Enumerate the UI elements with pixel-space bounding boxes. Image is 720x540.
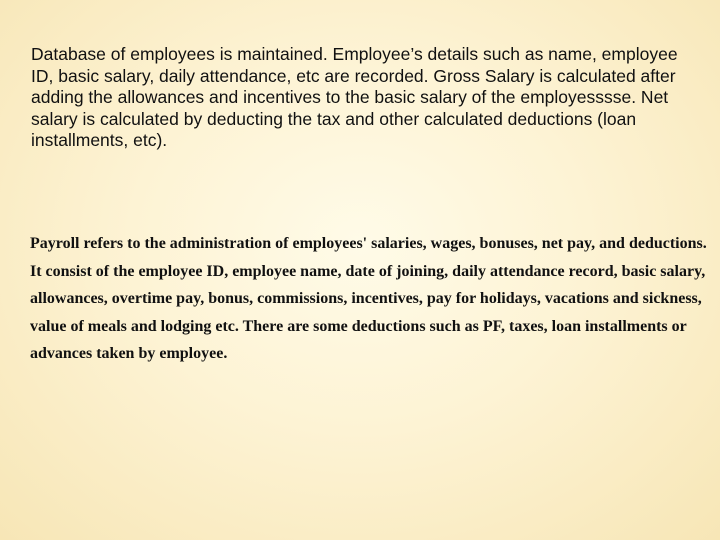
payroll-definition-paragraph: Payroll refers to the administration of employees' salaries, wages, bonuses, net pay, and deductions. It consist of the employee ID, employee name, date of joining, daily attendance record, basic salary, allowances, overtime pay, bonus, commissions, incentives, pay for holidays, vacations and sickness, value of meals and lodging etc. There are some deductions such as PF, taxes, loan installments or advances taken by employee.: [30, 235, 707, 363]
employee-database-paragraph: Database of employees is maintained. Employee’s details such as name, employee ID, basic salary, daily attendance, etc are recorded. Gross Salary is calculated after adding the allowances and incentives to the basic salary of the employesssse. Net salary is calculated by deducting the tax and other calculated deductions (loan installments, etc).: [31, 44, 678, 150]
